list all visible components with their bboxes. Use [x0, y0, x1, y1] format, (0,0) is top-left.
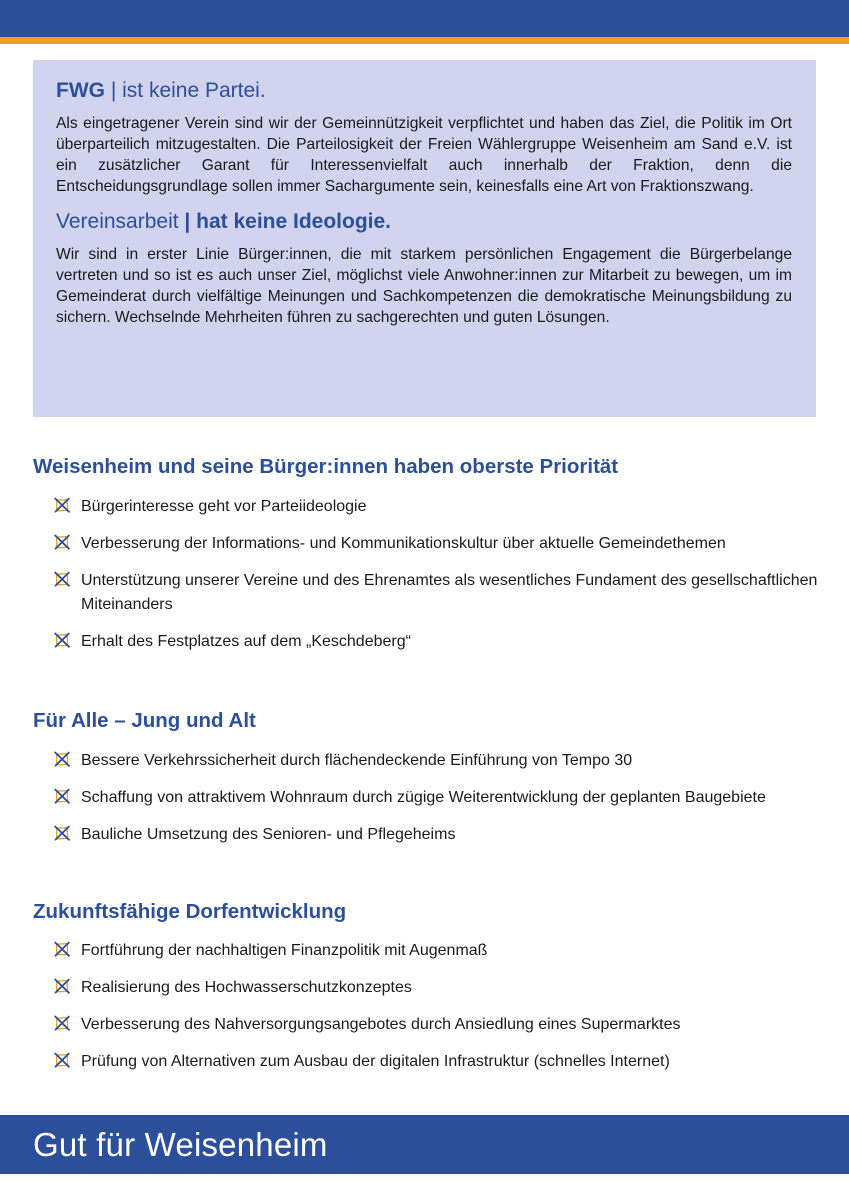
top-header-bar	[0, 0, 849, 37]
list-item	[54, 939, 820, 963]
ballot-cross-icon	[54, 978, 70, 994]
list-item-text: Erhalt des Festplatzes auf dem „Keschdeberg“	[81, 633, 411, 650]
ballot-cross-icon	[54, 788, 70, 804]
info-box	[33, 60, 816, 417]
footer-slogan: Gut für Weisenheim	[33, 1126, 328, 1163]
list-item-text: Fortführung der nachhaltigen Finanzpolitik mit Augenmaß	[81, 942, 488, 959]
list-item	[54, 786, 820, 810]
ballot-cross-icon	[54, 534, 70, 550]
list-item-text: Schaffung von attraktivem Wohnraum durch zügige Weiterentwicklung der geplanten Baugebiete	[81, 789, 766, 806]
info-heading-fwg	[56, 78, 792, 104]
list-item-text: Bürgerinteresse geht vor Parteiideologie	[81, 498, 367, 515]
list-item	[54, 1050, 820, 1074]
heading-strong: | hat keine Ideologie.	[184, 210, 392, 233]
section-title-dorfentwicklung: Zukunftsfähige Dorfentwicklung	[33, 900, 347, 923]
list-item-text: Prüfung von Alternativen zum Ausbau der digitalen Infrastruktur (schnelles Internet)	[81, 1053, 670, 1070]
heading-light: | ist keine Partei.	[110, 79, 266, 102]
ballot-cross-icon	[54, 571, 70, 587]
jung-alt-list	[54, 749, 820, 860]
heading-light: Vereinsarbeit	[56, 210, 179, 233]
ballot-cross-icon	[54, 751, 70, 767]
heading-strong: FWG	[56, 79, 105, 102]
section-title-priority: Weisenheim und seine Bürger:innen haben oberste Priorität	[33, 455, 619, 478]
ballot-cross-icon	[54, 825, 70, 841]
list-item	[54, 569, 820, 617]
list-item-text: Verbesserung der Informations- und Kommunikationskultur über aktuelle Gemeindethemen	[81, 535, 726, 552]
list-item	[54, 495, 820, 519]
footer-bar	[0, 1115, 849, 1174]
ballot-cross-icon	[54, 941, 70, 957]
list-item	[54, 976, 820, 1000]
section-title-jung-alt: Für Alle – Jung und Alt	[33, 709, 256, 732]
ballot-cross-icon	[54, 1015, 70, 1031]
list-item-text: Bessere Verkehrssicherheit durch flächendeckende Einführung von Tempo 30	[81, 752, 633, 769]
ballot-cross-icon	[54, 497, 70, 513]
list-item-text: Unterstützung unserer Vereine und des Ehrenamtes als wesentliches Fundament des gesellschaftlichen Miteinanders	[81, 572, 818, 613]
list-item	[54, 823, 820, 847]
list-item-text: Verbesserung des Nahversorgungsangebotes durch Ansiedlung eines Supermarktes	[81, 1016, 681, 1033]
list-item	[54, 532, 820, 556]
info-heading-vereinsarbeit	[56, 209, 792, 235]
list-item-text: Realisierung des Hochwasserschutzkonzeptes	[81, 979, 412, 996]
list-item	[54, 1013, 820, 1037]
ballot-cross-icon	[54, 632, 70, 648]
list-item	[54, 749, 820, 773]
list-item-text: Bauliche Umsetzung des Senioren- und Pflegeheims	[81, 826, 456, 843]
info-paragraph-1: Als eingetragener Verein sind wir der Gemeinnützigkeit verpflichtet und haben das Ziel, die Politik im Ort überparteilich mitzugestalten. Die Parteilosigkeit der Freien Wählergruppe Weisenheim am Sand e.V. ist ein zusätzlicher Garant für Interessenvielfalt auch innerhalb der Fraktion, denn die Entscheidungsgrundlage sollen immer Sachargumente sein, keinesfalls eine Art von Fraktionszwang.	[56, 115, 792, 195]
dorfentwicklung-list	[54, 939, 820, 1087]
priority-list	[54, 495, 820, 667]
ballot-cross-icon	[54, 1052, 70, 1068]
top-accent-stripe	[0, 37, 849, 44]
list-item	[54, 630, 820, 654]
info-paragraph-2: Wir sind in erster Linie Bürger:innen, die mit starkem persönlichen Engagement die Bürgerbelange vertreten und so ist es auch unser Ziel, möglichst viele Anwohner:innen zur Mitarbeit zu bewegen, um im Gemeinderat durch vielfältige Meinungen und Sachkompetenzen die demokratische Meinungsbildung zu sichern. Wechselnde Mehrheiten führen zu sachgerechten und guten Lösungen.	[56, 246, 792, 326]
